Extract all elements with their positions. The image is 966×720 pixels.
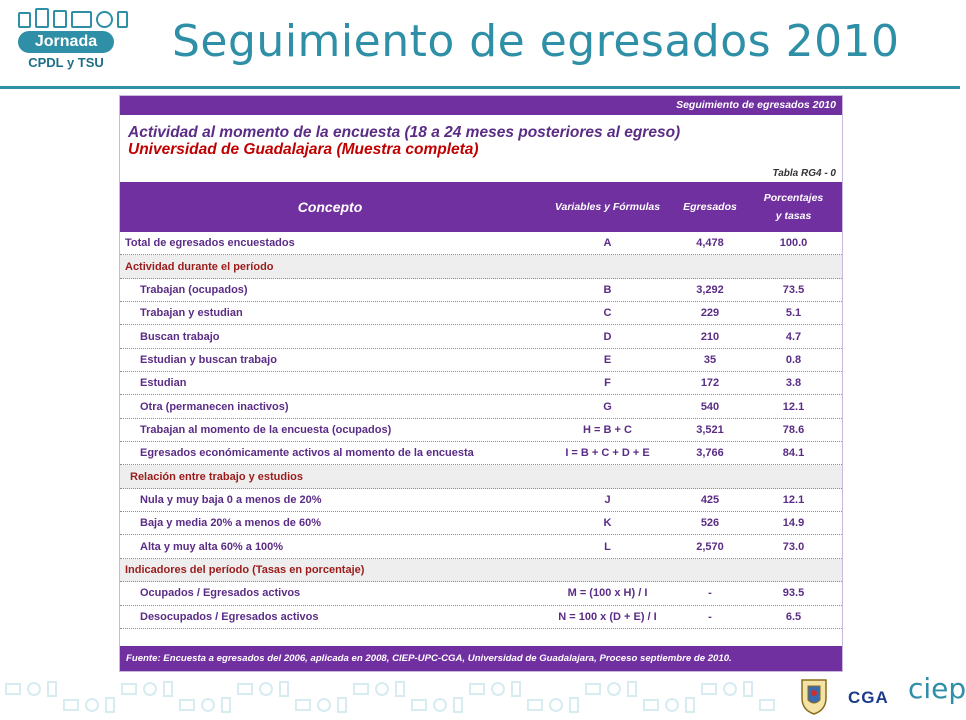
row-variable: K bbox=[603, 517, 612, 530]
row-porcentaje: 73.0 bbox=[782, 540, 805, 553]
logo-subtitle: CPDL y TSU bbox=[28, 55, 104, 70]
building-icon bbox=[35, 8, 49, 28]
table-row bbox=[120, 279, 842, 302]
row-variable: I = B + C + D + E bbox=[565, 447, 650, 460]
row-variable: B bbox=[603, 283, 612, 296]
section-row bbox=[120, 559, 842, 582]
row-egresados: 526 bbox=[700, 517, 720, 530]
header-porcentajes bbox=[745, 189, 842, 225]
row-egresados: 35 bbox=[703, 353, 717, 366]
cga-logo: CGA bbox=[848, 688, 889, 707]
row-variable: C bbox=[603, 307, 612, 320]
table-row bbox=[120, 442, 842, 465]
row-egresados: - bbox=[708, 587, 712, 600]
row-porcentaje: 93.5 bbox=[782, 587, 805, 600]
row-concepto: Alta y muy alta 60% a 100% bbox=[140, 540, 284, 553]
row-porcentaje: 4.7 bbox=[785, 330, 802, 343]
jornada-logo bbox=[18, 8, 128, 78]
table-row bbox=[120, 325, 842, 348]
table-title: Actividad al momento de la encuesta (18 a 24 meses posteriores al egreso) bbox=[128, 124, 681, 141]
table-row bbox=[120, 372, 842, 395]
row-porcentaje: 12.1 bbox=[782, 493, 805, 506]
table-row bbox=[120, 489, 842, 512]
header-variables: Variables y Fórmulas bbox=[554, 201, 661, 213]
table-figure bbox=[119, 95, 843, 672]
row-porcentaje: 6.5 bbox=[785, 610, 802, 623]
row-egresados: 229 bbox=[700, 307, 720, 320]
row-porcentaje: 73.5 bbox=[782, 283, 805, 296]
table-id: Tabla RG4 - 0 bbox=[772, 168, 836, 179]
row-concepto: Buscan trabajo bbox=[140, 330, 220, 343]
row-egresados: 3,521 bbox=[696, 423, 724, 436]
clock-icon bbox=[96, 11, 113, 28]
row-variable: J bbox=[604, 493, 611, 506]
table-row bbox=[120, 395, 842, 418]
row-variable: A bbox=[603, 237, 612, 250]
row-egresados: 425 bbox=[700, 493, 720, 506]
row-porcentaje: 84.1 bbox=[782, 447, 805, 460]
row-egresados: 540 bbox=[700, 400, 720, 413]
row-egresados: 4,478 bbox=[696, 237, 724, 250]
row-egresados: 3,292 bbox=[696, 283, 724, 296]
title-divider bbox=[0, 86, 960, 89]
row-egresados: 3,766 bbox=[696, 447, 724, 460]
row-concepto: Desocupados / Egresados activos bbox=[140, 610, 319, 623]
calendar-icon bbox=[53, 10, 67, 28]
header-porcentajes-line2: y tasas bbox=[775, 210, 812, 222]
row-concepto: Trabajan (ocupados) bbox=[140, 283, 248, 296]
row-variable: D bbox=[603, 330, 612, 343]
row-concepto: Estudian y buscan trabajo bbox=[140, 353, 277, 366]
table-row bbox=[120, 535, 842, 558]
row-concepto: Ocupados / Egresados activos bbox=[140, 587, 301, 600]
row-variable: E bbox=[603, 353, 612, 366]
row-concepto: Baja y media 20% a menos de 60% bbox=[140, 517, 321, 530]
table-row bbox=[120, 232, 842, 255]
header-porcentajes-line1: Porcentajes bbox=[763, 192, 824, 204]
table-source-note: Fuente: Encuesta a egresados del 2006, aplicada en 2008, CIEP-UPC-CGA, Universidad de Guadalajara, Proceso septiembre de 2010. bbox=[120, 646, 842, 671]
row-variable: F bbox=[604, 377, 611, 390]
row-porcentaje: 78.6 bbox=[782, 423, 805, 436]
figure-top-label: Seguimiento de egresados 2010 bbox=[120, 96, 842, 115]
row-egresados: - bbox=[708, 610, 712, 623]
tablet-icon bbox=[18, 12, 31, 28]
ciep-logo: ciep bbox=[908, 672, 966, 705]
row-variable: G bbox=[603, 400, 612, 413]
section-label: Relación entre trabajo y estudios bbox=[130, 470, 303, 483]
table-subtitle: Universidad de Guadalajara (Muestra completa) bbox=[128, 141, 479, 158]
row-variable: H = B + C bbox=[583, 423, 632, 436]
table-row bbox=[120, 302, 842, 325]
section-row bbox=[120, 255, 842, 278]
header-egresados: Egresados bbox=[683, 201, 737, 213]
row-concepto: Estudian bbox=[140, 377, 187, 390]
table-row bbox=[120, 606, 842, 629]
table-row bbox=[120, 419, 842, 442]
table-row bbox=[120, 582, 842, 605]
row-porcentaje: 12.1 bbox=[782, 400, 805, 413]
row-porcentaje: 5.1 bbox=[785, 307, 802, 320]
table-row bbox=[120, 512, 842, 535]
table-row bbox=[120, 349, 842, 372]
decorative-icon-pattern bbox=[0, 676, 790, 718]
page-title: Seguimiento de egresados 2010 bbox=[172, 16, 900, 67]
table-header bbox=[120, 182, 842, 232]
section-label: Actividad durante el período bbox=[125, 260, 274, 273]
row-variable: N = 100 x (D + E) / I bbox=[558, 610, 657, 623]
row-variable: L bbox=[604, 540, 611, 553]
row-porcentaje: 14.9 bbox=[782, 517, 805, 530]
header-concepto: Concepto bbox=[297, 199, 363, 215]
row-concepto: Egresados económicamente activos al momento de la encuesta bbox=[140, 447, 474, 460]
monitor-icon bbox=[71, 11, 93, 28]
row-concepto: Nula y muy baja 0 a menos de 20% bbox=[140, 493, 322, 506]
row-concepto: Total de egresados encuestados bbox=[125, 237, 295, 250]
row-egresados: 172 bbox=[700, 377, 720, 390]
row-porcentaje: 100.0 bbox=[779, 237, 808, 250]
row-porcentaje: 0.8 bbox=[785, 353, 802, 366]
row-concepto: Trabajan y estudian bbox=[140, 307, 243, 320]
book-icon bbox=[117, 11, 128, 28]
logo-icons bbox=[18, 8, 128, 28]
university-seal-icon bbox=[798, 676, 830, 716]
row-concepto: Trabajan al momento de la encuesta (ocupados) bbox=[140, 423, 392, 436]
section-label: Indicadores del período (Tasas en porcentaje) bbox=[125, 563, 365, 576]
row-variable: M = (100 x H) / I bbox=[567, 587, 648, 600]
table-body bbox=[120, 232, 842, 629]
row-egresados: 2,570 bbox=[696, 540, 724, 553]
logo-name: Jornada bbox=[18, 31, 114, 53]
row-concepto: Otra (permanecen inactivos) bbox=[140, 400, 289, 413]
section-row bbox=[120, 465, 842, 488]
row-egresados: 210 bbox=[700, 330, 720, 343]
row-porcentaje: 3.8 bbox=[785, 377, 802, 390]
